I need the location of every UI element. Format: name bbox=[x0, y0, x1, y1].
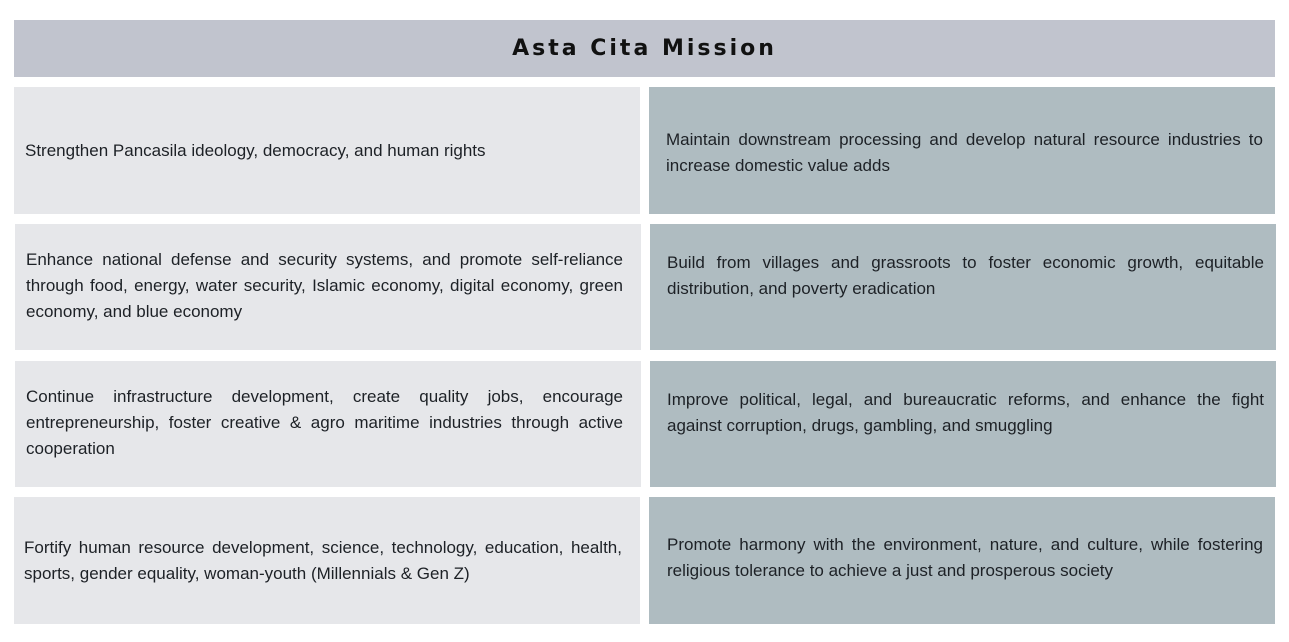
mission-text-3: Continue infrastructure development, create quality jobs, encourage entrepreneurship, foster creative & agro maritime industries through active cooperation bbox=[26, 387, 623, 458]
mission-cell-7 bbox=[650, 361, 1276, 487]
mission-cell-8 bbox=[649, 497, 1275, 624]
mission-text-6: Build from villages and grassroots to foster economic growth, equitable distribution, and poverty eradication bbox=[667, 253, 1264, 298]
mission-text-8: Promote harmony with the environment, nature, and culture, while fostering religious tolerance to achieve a just and prosperous society bbox=[667, 534, 1263, 580]
mission-cell-4 bbox=[14, 497, 640, 624]
mission-text-4: Fortify human resource development, science, technology, education, health, sports, gender equality, woman-youth (Millennials & Gen Z) bbox=[24, 537, 622, 583]
mission-cell-3 bbox=[15, 361, 641, 487]
mission-text-7: Improve political, legal, and bureaucratic reforms, and enhance the fight against corruption, drugs, gambling, and smuggling bbox=[667, 390, 1264, 435]
mission-text-5: Maintain downstream processing and develop natural resource industries to increase domestic value adds bbox=[666, 129, 1263, 175]
mission-header bbox=[14, 20, 1275, 77]
mission-text-2: Enhance national defense and security systems, and promote self-reliance through food, energy, water security, Islamic economy, digital economy, green economy, and blue economy bbox=[26, 250, 623, 321]
mission-cell-6 bbox=[650, 224, 1276, 350]
mission-cell-5 bbox=[649, 87, 1275, 214]
page-title: Asta Cita Mission bbox=[512, 36, 777, 61]
mission-text-1: Strengthen Pancasila ideology, democracy, and human rights bbox=[25, 140, 486, 160]
mission-cell-2 bbox=[15, 224, 641, 350]
mission-cell-1 bbox=[14, 87, 640, 214]
